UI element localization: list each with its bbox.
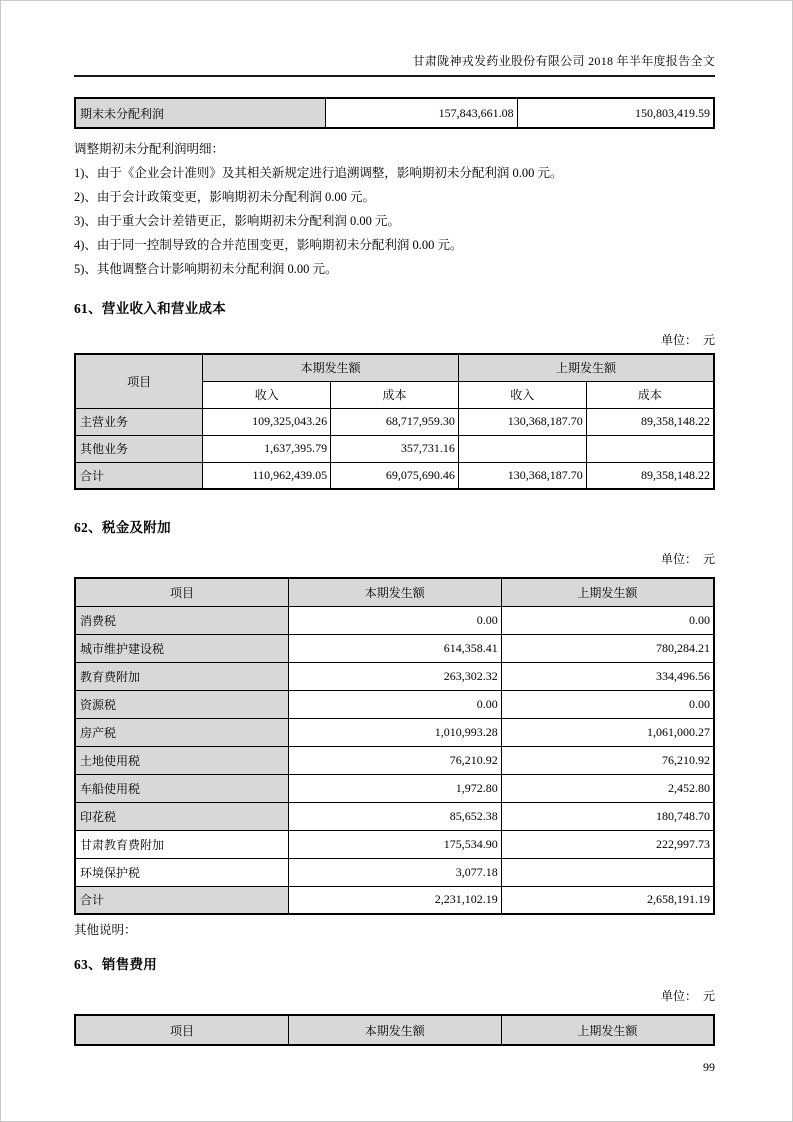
- adjustment-note: 调整期初未分配利润明细：: [74, 142, 225, 156]
- row-label-cell: 其他业务: [75, 435, 203, 462]
- section-62-heading: 62、税金及附加: [74, 520, 171, 535]
- cost-subheader: 成本: [331, 381, 459, 408]
- table-row: [75, 690, 714, 718]
- item-column-header: 项目: [75, 578, 288, 606]
- table-header-row: [75, 354, 714, 381]
- value-cell: 76,210.92: [288, 746, 501, 774]
- value-cell: 180,748.70: [501, 802, 714, 830]
- value-cell: 1,010,993.28: [288, 718, 501, 746]
- value-cell: 2,658,191.19: [501, 886, 714, 914]
- unit-label-62: 单位： 元: [660, 552, 715, 566]
- table-row: [75, 830, 714, 858]
- prior-period-header: 上期发生额: [458, 354, 714, 381]
- prior-amount-cell: 150,803,419.59: [517, 98, 714, 128]
- row-label-cell: 教育费附加: [75, 662, 288, 690]
- table-row: [75, 858, 714, 886]
- value-cell: 110,962,439.05: [203, 462, 331, 489]
- table-row: [75, 435, 714, 462]
- row-label-cell: 甘肃教育费附加: [75, 830, 288, 858]
- row-label-cell: 合计: [75, 462, 203, 489]
- adjustment-details: [74, 137, 715, 281]
- adjustment-item: 2)、由于会计政策变更，影响期初未分配利润 0.00 元。: [74, 190, 376, 204]
- table-row: [75, 802, 714, 830]
- table-row: [75, 746, 714, 774]
- adjustment-item: 5)、其他调整合计影响期初未分配利润 0.00 元。: [74, 262, 338, 276]
- value-cell: 69,075,690.46: [331, 462, 459, 489]
- value-cell: 130,368,187.70: [458, 462, 586, 489]
- revenue-cost-table: [74, 353, 715, 490]
- value-cell: 175,534.90: [288, 830, 501, 858]
- unit-label-63: 单位： 元: [660, 989, 715, 1003]
- value-cell: 76,210.92: [501, 746, 714, 774]
- value-cell: 263,302.32: [288, 662, 501, 690]
- report-header: [74, 53, 715, 77]
- tax-surcharge-table: [74, 577, 715, 915]
- value-cell: 2,452.80: [501, 774, 714, 802]
- value-cell: [586, 435, 714, 462]
- value-cell: 0.00: [288, 690, 501, 718]
- selling-expense-table: [74, 1014, 715, 1046]
- value-cell: 222,997.73: [501, 830, 714, 858]
- value-cell: 0.00: [501, 606, 714, 634]
- unit-label-61: 单位： 元: [660, 333, 715, 347]
- value-cell: 2,231,102.19: [288, 886, 501, 914]
- row-label-cell: 城市维护建设税: [75, 634, 288, 662]
- current-period-header: 本期发生额: [288, 578, 501, 606]
- value-cell: 89,358,148.22: [586, 408, 714, 435]
- row-label-cell: 环境保护税: [75, 858, 288, 886]
- row-label-cell: 房产税: [75, 718, 288, 746]
- income-subheader: 收入: [458, 381, 586, 408]
- row-label-cell: 印花税: [75, 802, 288, 830]
- value-cell: 1,637,395.79: [203, 435, 331, 462]
- report-title: 甘肃陇神戎发药业股份有限公司 2018 年半年度报告全文: [412, 54, 715, 68]
- value-cell: 1,061,000.27: [501, 718, 714, 746]
- value-cell: 357,731.16: [331, 435, 459, 462]
- table-row: [75, 462, 714, 489]
- current-amount-cell: 157,843,661.08: [325, 98, 517, 128]
- value-cell: 109,325,043.26: [203, 408, 331, 435]
- table-row: [75, 634, 714, 662]
- cost-subheader: 成本: [586, 381, 714, 408]
- row-label-cell: 主营业务: [75, 408, 203, 435]
- value-cell: 780,284.21: [501, 634, 714, 662]
- value-cell: 614,358.41: [288, 634, 501, 662]
- item-column-header: 项目: [75, 1015, 288, 1045]
- other-notes-label: 其他说明：: [74, 923, 137, 937]
- table-row: [75, 606, 714, 634]
- income-subheader: 收入: [203, 381, 331, 408]
- table-header-row: [75, 578, 714, 606]
- row-label-cell: 土地使用税: [75, 746, 288, 774]
- adjustment-item: 1)、由于《企业会计准则》及其相关新规定进行追溯调整，影响期初未分配利润 0.00 元。: [74, 166, 563, 180]
- value-cell: 89,358,148.22: [586, 462, 714, 489]
- section-63-heading: 63、销售费用: [74, 957, 158, 972]
- value-cell: [458, 435, 586, 462]
- current-period-header: 本期发生额: [288, 1015, 501, 1045]
- row-label-cell: 合计: [75, 886, 288, 914]
- table-row: [75, 662, 714, 690]
- row-label-cell: 期末未分配利润: [75, 98, 325, 128]
- section-61-heading: 61、营业收入和营业成本: [74, 301, 227, 316]
- value-cell: 334,496.56: [501, 662, 714, 690]
- carryover-table: [74, 97, 715, 129]
- page-content: [1, 1, 792, 1075]
- page-number: 99: [703, 1060, 715, 1074]
- table-row: [75, 886, 714, 914]
- row-label-cell: 车船使用税: [75, 774, 288, 802]
- value-cell: 0.00: [288, 606, 501, 634]
- table-row: [75, 774, 714, 802]
- current-period-header: 本期发生额: [203, 354, 459, 381]
- value-cell: 68,717,959.30: [331, 408, 459, 435]
- row-label-cell: 消费税: [75, 606, 288, 634]
- value-cell: 1,972.80: [288, 774, 501, 802]
- prior-period-header: 上期发生额: [501, 1015, 714, 1045]
- table-row: [75, 408, 714, 435]
- value-cell: 130,368,187.70: [458, 408, 586, 435]
- adjustment-item: 4)、由于同一控制导致的合并范围变更，影响期初未分配利润 0.00 元。: [74, 238, 463, 252]
- item-column-header: 项目: [75, 354, 203, 408]
- adjustment-item: 3)、由于重大会计差错更正，影响期初未分配利润 0.00 元。: [74, 214, 401, 228]
- value-cell: [501, 858, 714, 886]
- value-cell: 0.00: [501, 690, 714, 718]
- value-cell: 85,652.38: [288, 802, 501, 830]
- table-row: [75, 718, 714, 746]
- prior-period-header: 上期发生额: [501, 578, 714, 606]
- row-label-cell: 资源税: [75, 690, 288, 718]
- table-header-row: [75, 1015, 714, 1045]
- table-row: [75, 98, 714, 128]
- value-cell: 3,077.18: [288, 858, 501, 886]
